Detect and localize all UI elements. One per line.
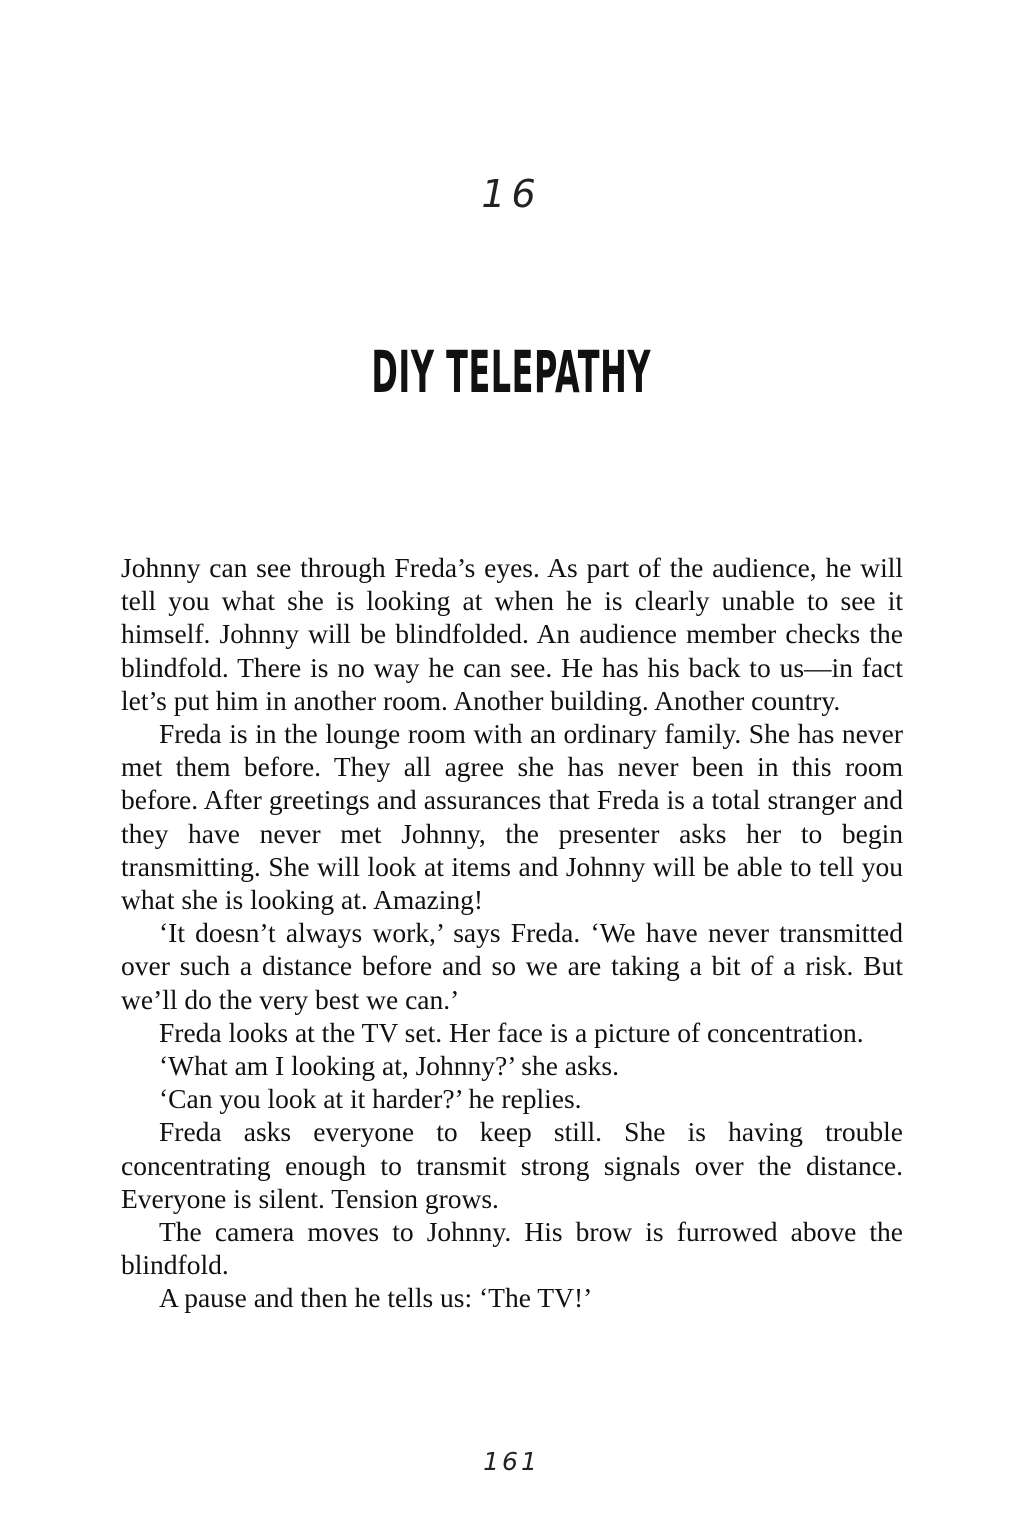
paragraph: Freda is in the lounge room with an ordinary family. She has never met them before. They all agree she has never been in this room before. After greetings and assurances that Freda is a total stranger and they have never met Johnny, the presenter asks her to begin transmitting. She will look at items and Johnny will be able to tell you what she is looking at. Amazing! (121, 718, 903, 916)
paragraph: A pause and then he tells us: ‘The TV!’ (159, 1282, 593, 1314)
page-number: 161 (483, 1447, 540, 1476)
paragraph: ‘It doesn’t always work,’ says Freda. ‘We have never transmitted over such a distance before and so we are taking a bit of a risk. But we’ll do the very best we can.’ (121, 917, 903, 1015)
paragraph: Freda asks everyone to keep still. She is having trouble concentrating enough to transmit strong signals over the distance. Everyone is silent. Tension grows. (121, 1116, 903, 1214)
chapter-number: 16 (481, 172, 542, 216)
paragraph: Johnny can see through Freda’s eyes. As part of the audience, he will tell you what she is looking at when he is clearly unable to see it himself. Johnny will be blindfolded. An audience member checks the blindfold. There is no way he can see. He has his back to us—in fact let’s put him in another room. Another building. Another country. (121, 552, 903, 716)
paragraph: ‘Can you look at it harder?’ he replies. (159, 1083, 582, 1115)
paragraph: The camera moves to Johnny. His brow is furrowed above the blindfold. (121, 1216, 903, 1281)
chapter-title (0, 336, 1023, 408)
body-text (121, 551, 903, 1315)
chapter-title-text: DIY TELEPATHY (371, 338, 652, 406)
paragraph: ‘What am I looking at, Johnny?’ she asks. (159, 1050, 620, 1082)
paragraph: Freda looks at the TV set. Her face is a picture of concentration. (159, 1016, 864, 1048)
